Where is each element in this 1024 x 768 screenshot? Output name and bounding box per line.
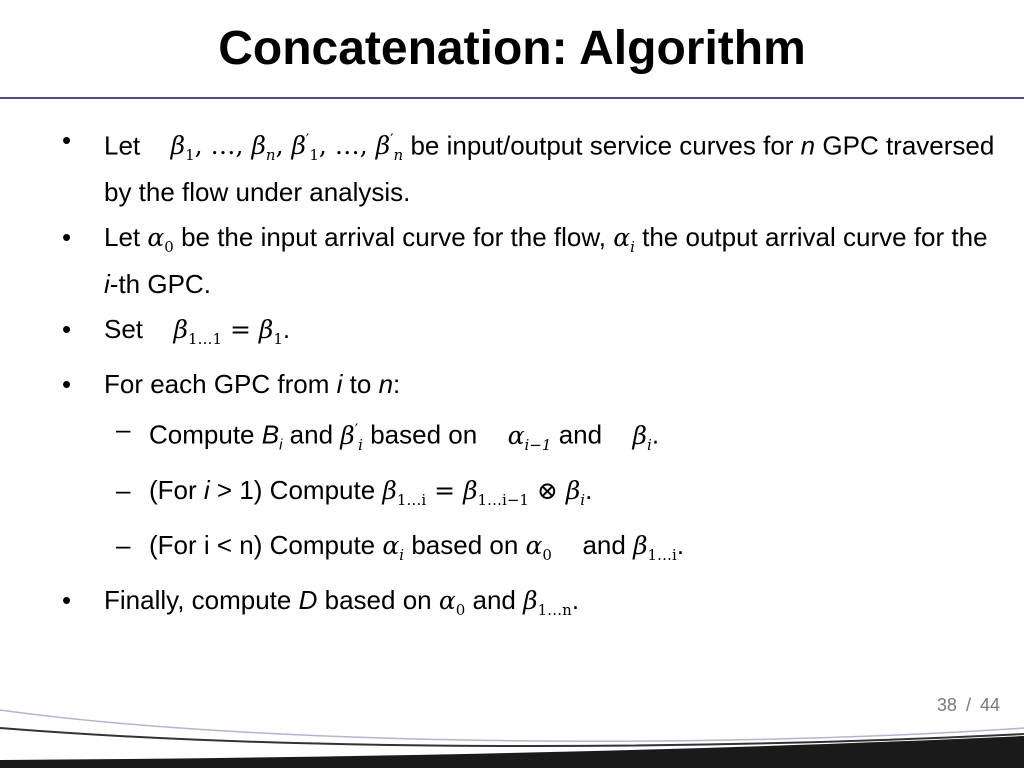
page-number xyxy=(935,695,1002,716)
slide-title: Concatenation: Algorithm xyxy=(218,22,806,75)
formula-alpha-0: $\alpha_0$ xyxy=(438,585,466,619)
formula-beta-1-n: $\beta_{1\dots n}$ xyxy=(523,585,572,619)
bullet-marker: • xyxy=(62,125,72,155)
bullet-text: based on xyxy=(370,419,478,450)
formula-alpha-i: $\alpha_i$ xyxy=(382,530,405,564)
formula-beta-i: $\beta_i$ xyxy=(632,420,652,454)
bullet-text: . xyxy=(585,474,593,505)
bullet-marker: • xyxy=(62,369,72,400)
title-divider xyxy=(0,97,1024,99)
bullet-text: Compute xyxy=(149,419,255,450)
var-b: B xyxy=(261,419,280,450)
subbullet-marker: – xyxy=(116,414,131,445)
bullet-marker: • xyxy=(62,222,72,253)
formula-beta-1-1: $\beta_{1\dots 1} = \beta_1$ xyxy=(173,315,283,349)
bullet-text: based on xyxy=(324,584,432,615)
bullet-service-curves xyxy=(62,122,1007,211)
bullet-finally xyxy=(62,582,1007,629)
formula-alpha-0: $\alpha_0$ xyxy=(525,530,552,564)
var-n: n xyxy=(800,130,816,161)
bullet-for-each xyxy=(62,366,1007,403)
bullet-text: Finally, compute xyxy=(104,584,292,615)
bullet-set-initial xyxy=(62,311,1007,358)
formula-beta-convolution: $\beta_{1\dots i} = \beta_{1\dots i-1}$ ⊗ $\beta_i$ xyxy=(382,475,586,509)
bullet-arrival-curves xyxy=(62,219,1007,303)
formula-beta-1-i: $\beta_{1\dots i}$ xyxy=(633,530,677,564)
var-b-subscript: i xyxy=(279,436,283,454)
subbullet-compute-bi xyxy=(62,411,1007,464)
bullet-text: be input/output service curves for xyxy=(410,130,794,161)
subbullet-marker: – xyxy=(116,529,131,560)
bullet-marker: • xyxy=(62,314,72,345)
var-i: i xyxy=(104,269,110,300)
subbullet-marker: – xyxy=(116,474,131,505)
bullet-text: and xyxy=(558,419,603,450)
bullet-text: : xyxy=(393,369,401,400)
bullet-text: . xyxy=(651,419,660,450)
formula-beta-prime-i: $\beta'_i$ xyxy=(340,420,363,454)
page-total: 44 xyxy=(979,695,1000,715)
slide-body xyxy=(62,122,1007,637)
bullet-text: Let xyxy=(104,222,141,253)
var-n: n xyxy=(378,369,394,400)
bullet-text: the output arrival curve for the xyxy=(642,222,988,253)
bullet-text: > 1) Compute xyxy=(216,474,376,505)
var-i: i xyxy=(336,369,343,400)
bullet-text: . xyxy=(282,314,291,345)
bullet-marker: • xyxy=(62,584,72,615)
bullet-text: and xyxy=(582,529,626,560)
bullet-text: GPC traversed by the flow under analysis. xyxy=(104,130,995,208)
page-separator: / xyxy=(965,695,971,715)
formula-alpha-0: $\alpha_0$ xyxy=(147,223,174,257)
subbullet-compute-convolution xyxy=(62,472,1007,519)
bullet-text: be the input arrival curve for the flow, xyxy=(181,222,606,253)
page-current: 38 xyxy=(936,695,957,715)
formula-alpha-i: $\alpha_i$ xyxy=(613,223,635,257)
var-i: i xyxy=(203,474,210,505)
bullet-text: . xyxy=(676,529,685,560)
bullet-text: (For i < n) Compute xyxy=(149,529,376,560)
bullet-text: -th GPC. xyxy=(109,269,211,300)
bullet-text: For each GPC from xyxy=(104,369,330,400)
bullet-text: based on xyxy=(411,529,519,560)
bullet-text: and xyxy=(289,419,334,450)
formula-alpha-i-minus-1: $\alpha_{i-1}$ xyxy=(507,420,552,454)
formula-service-curves: $\beta_1$, …, $\beta_n$, $\beta'_1$, …, $\beta'_n$ xyxy=(170,131,404,165)
bullet-text: and xyxy=(472,584,516,615)
subbullet-compute-alpha xyxy=(62,527,1007,574)
var-d: D xyxy=(298,584,318,615)
bullet-text: Set xyxy=(104,314,144,345)
footer-swoosh-decoration xyxy=(0,690,1024,768)
bullet-text: . xyxy=(571,584,580,615)
bullet-text: (For xyxy=(149,474,197,505)
bullet-text: to xyxy=(349,369,372,400)
bullet-text: Let xyxy=(104,130,141,161)
